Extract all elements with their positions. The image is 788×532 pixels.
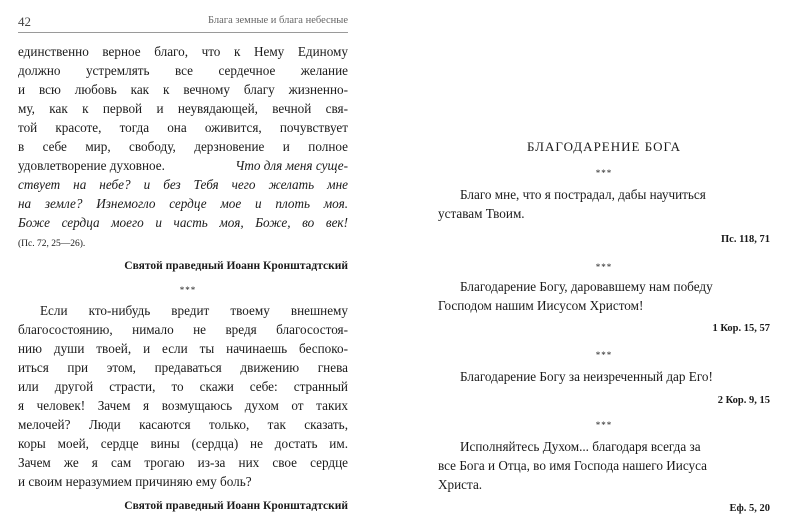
signature: Святой праведный Иоанн Кронштадтский — [124, 500, 348, 512]
running-title: Блага земные и блага небесные — [207, 15, 348, 26]
quote-line: Исполняйтесь Духом... благодаря всегда за — [460, 439, 701, 454]
quote-line: ствует на небе? и без Тебя чего желать мне — [18, 177, 348, 192]
text-line: Если кто-нибудь вредит твоему внешнему — [40, 303, 348, 318]
left-page — [0, 0, 372, 532]
text-line: в себе мир, свободу, дерзновение и полное — [18, 139, 348, 154]
separator: *** — [595, 350, 613, 360]
separator: *** — [595, 420, 613, 430]
section-heading: БЛАГОДАРЕНИЕ БОГА — [527, 139, 681, 154]
scripture-reference: Еф. 5, 20 — [729, 503, 770, 514]
psalm-reference: (Пс. 72, 25—26). — [18, 239, 86, 249]
separator: *** — [595, 262, 613, 272]
quote-line: Благо мне, что я пострадал, дабы научиться — [460, 187, 706, 202]
text-line: я человек! Зачем я возмущаюсь духом от таких — [18, 398, 348, 413]
text-normal: удовлетворение духовное. — [18, 158, 165, 173]
text-line: той красоте, тогда она оживится, почувствует — [18, 120, 348, 135]
text-line: или другой страсти, то скажи себе: странный — [18, 379, 348, 394]
quote-line: Боже сердца моего и часть моя, Боже, во век! — [18, 215, 348, 230]
quote-line: Благодарение Богу за неизреченный дар Его! — [460, 369, 713, 384]
right-page — [420, 0, 788, 532]
text-line: нию души твоей, и если ты начинаешь беспоко- — [18, 341, 348, 356]
text-line: единственно верное благо, что к Нему Единому — [18, 44, 348, 59]
scripture-reference: 1 Кор. 15, 57 — [712, 323, 770, 334]
separator: *** — [595, 168, 613, 178]
quote-line: уставам Твоим. — [438, 206, 525, 221]
text-line: и всю любовь как к вечному благу жизненно- — [18, 82, 348, 97]
quote-line: Христа. — [438, 477, 483, 492]
quote-line: на земле? Изнемогло сердце мое и плоть моя. — [18, 196, 348, 211]
text-line: иться при этом, предаваться движению гнева — [18, 360, 348, 375]
separator: *** — [179, 285, 197, 295]
text-line: мелочей? Люди касаются только, так сказать, — [18, 417, 348, 432]
text-line: му, как к первой и неувядающей, вечной свя- — [18, 101, 348, 116]
signature: Святой праведный Иоанн Кронштадтский — [124, 260, 348, 272]
running-head — [18, 8, 348, 33]
quote-line: Господом нашим Иисусом Христом! — [438, 298, 644, 313]
text-line: коры моей, сердце вины (сердца) не достать им. — [18, 436, 348, 451]
text-line: должно устремлять все сердечное желание — [18, 63, 348, 78]
text-line: Зачем же я сам трогаю из-за них свое сердце — [18, 455, 348, 470]
quote-line: Благодарение Богу, даровавшему нам победу — [460, 279, 713, 294]
page-number: 42 — [18, 14, 31, 29]
text-line: и своим неразумием причиняю ему боль? — [18, 474, 252, 489]
scripture-reference: 2 Кор. 9, 15 — [717, 395, 770, 406]
quote-line: все Бога и Отца, во имя Господа нашего Иисуса — [438, 458, 707, 473]
text-line: благосостоянию, нимало не вредя благосостоя- — [18, 322, 348, 337]
scripture-reference: Пс. 118, 71 — [721, 234, 770, 245]
text-italic: Что для меня суще- — [235, 158, 348, 173]
text-line — [18, 157, 348, 174]
